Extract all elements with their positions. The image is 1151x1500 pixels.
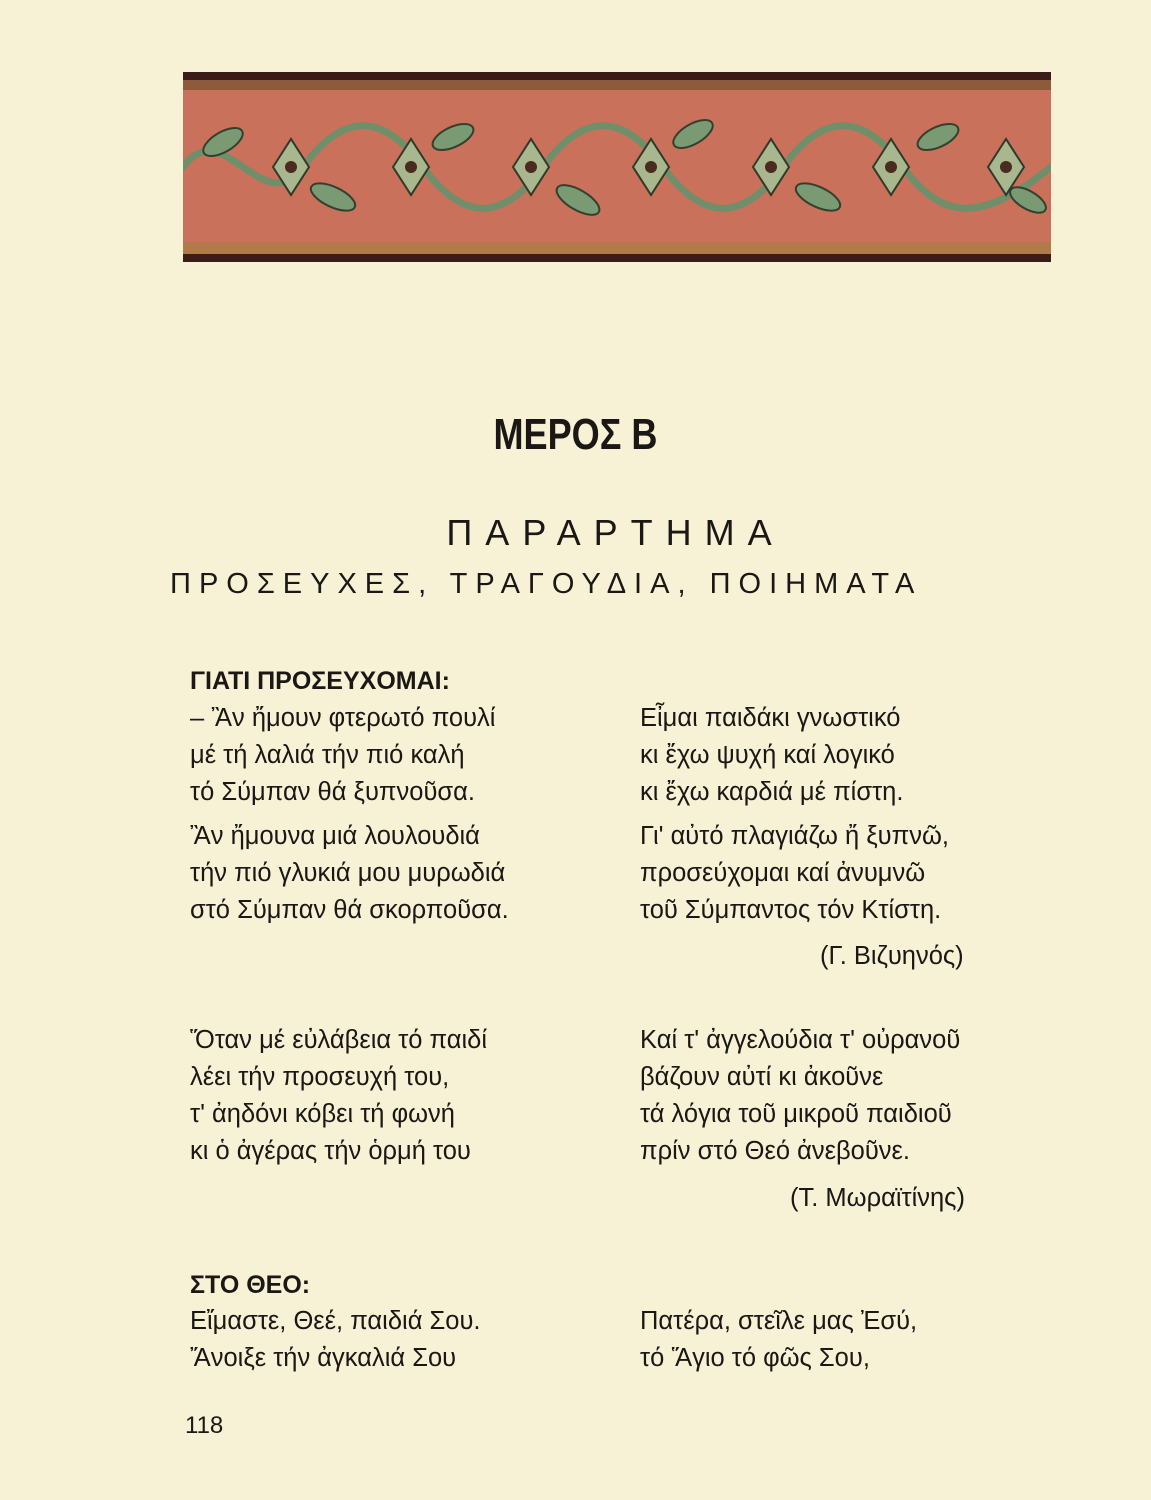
stanza [190, 1303, 481, 1377]
verse-line: μέ τή λαλιά τήν πιό καλή [190, 741, 465, 769]
verse-line: προσεύχομαι καί ἀνυμνῶ [640, 859, 926, 887]
stanza [640, 818, 949, 929]
verse-line: τήν πιό γλυκιά μου μυρωδιά [190, 859, 506, 887]
verse-line: πρίν στό Θεό ἀνεβοῦνε. [640, 1137, 911, 1165]
floral-ornament-icon [183, 72, 1051, 262]
verse-line: – Ἂν ἤμουν φτερωτό πουλί [190, 704, 496, 732]
stanza [640, 700, 903, 811]
decorative-banner [183, 72, 1051, 262]
verse-line: τ' ἀηδόνι κόβει τή φωνή [190, 1100, 455, 1128]
stanza [190, 818, 509, 929]
poem-heading: ΣΤΟ ΘΕΟ: [190, 1271, 311, 1299]
verse-line: στό Σύμπαν θά σκορποῦσα. [190, 896, 509, 924]
verse-line: βάζουν αὐτί κι ἀκοῦνε [640, 1063, 884, 1091]
verse-line: τό Σύμπαν θά ξυπνοῦσα. [190, 778, 475, 806]
verse-line: Γι' αὐτό πλαγιάζω ἤ ξυπνῶ, [640, 822, 949, 850]
verse-line: Πατέρα, στεῖλε μας Ἐσύ, [640, 1307, 918, 1335]
verse-line: Ἂν ἤμουνα μιά λουλουδιά [190, 822, 480, 850]
stanza [640, 1303, 917, 1377]
verse-line: κι ἔχω καρδιά μέ πίστη. [640, 778, 904, 806]
verse-line: Καί τ' ἀγγελούδια τ' οὐρανοῦ [640, 1026, 961, 1054]
verse-line: τό Ἅγιο τό φῶς Σου, [640, 1344, 870, 1372]
page-number: 118 [185, 1412, 224, 1439]
verse-line: κι ὁ ἀγέρας τήν ὁρμή του [190, 1137, 471, 1165]
section-subtitle: ΠΡΟΣΕΥΧΕΣ, ΤΡΑΓΟΥΔΙΑ, ΠΟΙΗΜΑΤΑ [170, 568, 923, 600]
stanza [190, 700, 495, 811]
poem-heading: ΓΙΑΤΙ ΠΡΟΣΕΥΧΟΜΑΙ: [190, 667, 450, 695]
verse-line: τοῦ Σύμπαντος τόν Κτίστη. [640, 896, 942, 924]
verse-line: Ὅταν μέ εὐλάβεια τό παιδί [190, 1026, 488, 1054]
verse-line: Ἄνοιξε τήν ἀγκαλιά Σου [190, 1344, 457, 1372]
stanza [190, 1022, 487, 1170]
verse-line: κι ἔχω ψυχή καί λογικό [640, 741, 895, 769]
verse-line: Εἶμαι παιδάκι γνωστικό [640, 704, 901, 732]
verse-line: λέει τήν προσευχή του, [190, 1063, 450, 1091]
verse-line: τά λόγια τοῦ μικροῦ παιδιοῦ [640, 1100, 952, 1128]
appendix-title: ΠΑΡΑΡΤΗΜΑ [446, 512, 785, 553]
verse-line: Εἴμαστε, Θεέ, παιδιά Σου. [190, 1307, 481, 1335]
stanza [640, 1022, 960, 1170]
poem-author: (Τ. Μωραϊτίνης) [790, 1184, 965, 1212]
poem-author: (Γ. Βιζυηνός) [820, 942, 964, 970]
part-title: ΜΕΡΟΣ Β [493, 410, 658, 459]
